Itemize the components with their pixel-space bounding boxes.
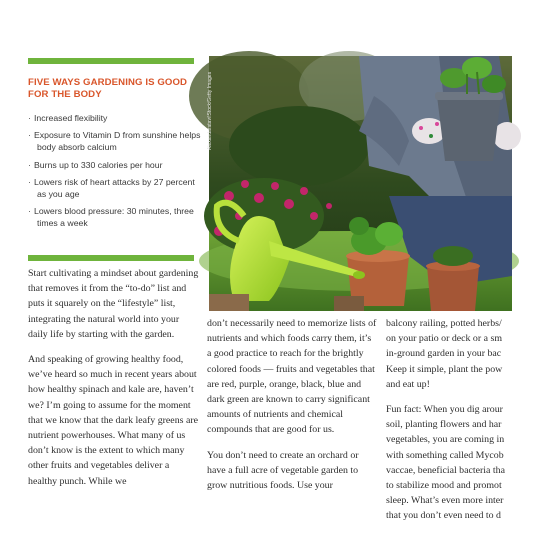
sidebar-title: FIVE WAYS GARDENING IS GOOD FOR THE BODY <box>28 77 188 100</box>
list-item: · Exposure to Vitamin D from sunshine helps body absorb calcium <box>28 129 203 153</box>
paragraph: And speaking of growing healthy food, we’ve heard so much in recent years about how healthy spinach and kale are, haven’t we? I’m going to assume for the moment that we know that the dark leafy greens are nutrient powerhouses. What many of us don’t know is the extent to which many other fruits and vegetables deliver a healthy punch. While we <box>28 354 198 487</box>
article-column-1 <box>28 266 200 499</box>
sidebar-list <box>28 112 203 235</box>
sidebar-bottom-rule <box>28 255 194 261</box>
paragraph: don’t necessarily need to memorize lists of nutrients and which foods carry them, it’s a good practice to reach for the brightly colored foods — fruits and vegetables that are red, purple, orange, black, blue and dark green are known to carry significant amounts of nutrients and chemical compounds that are good for us. <box>207 318 377 436</box>
photo-credit: Alexandaratav/iStock/Getty Images <box>207 71 213 150</box>
paragraph: You don’t need to create an orchard or have a full acre of vegetable garden to grow nutritious foods. Use your <box>207 449 359 492</box>
sidebar-top-rule <box>28 58 194 64</box>
paragraph: Fun fact: When you dig arour soil, planting flowers and har vegetables, you are coming in with something called Mycob vaccae, beneficial bacteria tha to stabilize mood and promot sleep. What’s even more inter that you don’t even need to d <box>386 404 505 522</box>
list-item: · Increased flexibility <box>28 112 203 124</box>
list-item: · Lowers blood pressure: 30 minutes, three times a week <box>28 205 203 229</box>
list-item: · Burns up to 330 calories per hour <box>28 159 203 171</box>
article-column-3 <box>386 316 546 534</box>
paragraph: balcony railing, potted herbs/ on your patio or deck or a sm in-ground garden in your bac Keep it simple, plant the pow and eat up! <box>386 318 503 390</box>
paragraph: Start cultivating a mindset about gardening that removes it from the “to-do” list and puts it squarely on the “lifestyle” list, integrating the natural world into your daily life by starting with the garden. <box>28 268 199 340</box>
list-item: · Lowers risk of heart attacks by 27 percent as you age <box>28 176 203 200</box>
article-column-2 <box>207 316 377 503</box>
garden-photo <box>209 56 512 311</box>
